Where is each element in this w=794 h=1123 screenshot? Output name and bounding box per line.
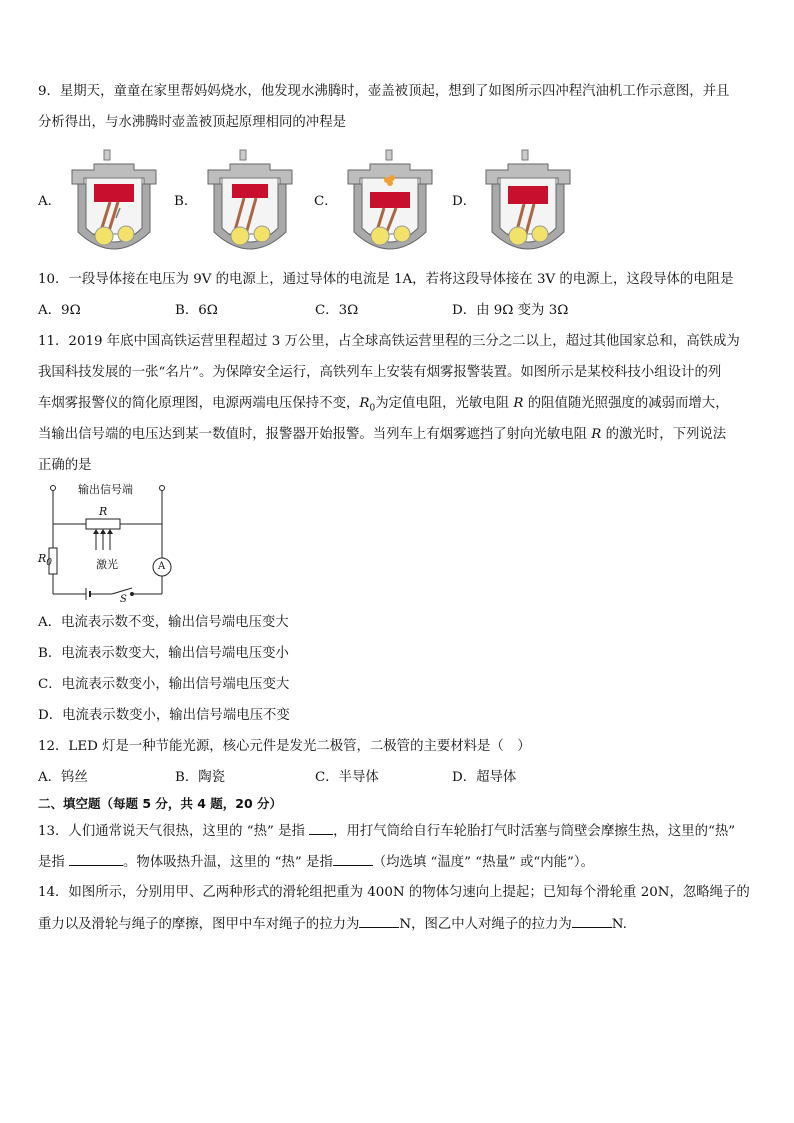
q10-option-c[interactable]: C．3Ω bbox=[315, 303, 359, 318]
engine-diagram-a-icon bbox=[64, 148, 164, 258]
q9-stem-line1: 9．星期天，童童在家里帮妈妈烧水，他发现水沸腾时，壶盖被顶起，想到了如图所示四冲程汽油机工作示意图，并且 bbox=[38, 84, 730, 99]
ammeter-icon: A bbox=[158, 561, 166, 572]
q9-engine-figures bbox=[38, 148, 758, 260]
q11-option-c[interactable]: C．电流表示数变小，输出信号端电压变大 bbox=[38, 677, 290, 692]
q11-option-a[interactable]: A．电流表示数不变，输出信号端电压变大 bbox=[38, 615, 289, 630]
q9-option-a-label: A． bbox=[38, 194, 62, 209]
q12-option-c[interactable]: C．半导体 bbox=[315, 770, 379, 785]
q13-stem-line2: 是指 。物体吸热升温，这里的 “热” 是指 （均选填 “温度” “热量” 或“内能”）。 bbox=[38, 852, 594, 873]
q14-blank-2[interactable] bbox=[572, 914, 612, 928]
q9-option-c-label: C． bbox=[314, 194, 338, 209]
switch-label: S bbox=[120, 594, 127, 605]
circuit-r-label: R bbox=[99, 505, 108, 518]
q12-option-b[interactable]: B．陶瓷 bbox=[175, 770, 226, 785]
engine-diagram-c-icon bbox=[340, 148, 440, 258]
circuit-r0-label: $R_0$ bbox=[38, 552, 53, 569]
q10-option-a[interactable]: A．9Ω bbox=[38, 303, 81, 318]
q13-blank-1[interactable] bbox=[309, 821, 333, 835]
q9-stem-line2: 分析得出，与水沸腾时壶盖被顶起原理相同的冲程是 bbox=[38, 115, 346, 130]
q14-stem-line1: 14．如图所示，分别用甲、乙两种形式的滑轮组把重为 400N 的物体匀速向上提起；已知每个滑轮重 20N，忽略绳子的 bbox=[38, 885, 750, 900]
q13-blank-3[interactable] bbox=[333, 852, 373, 866]
circuit-laser-label: 激光 bbox=[96, 558, 118, 571]
q11-option-b[interactable]: B．电流表示数变大，输出信号端电压变小 bbox=[38, 646, 289, 661]
q14-blank-1[interactable] bbox=[359, 914, 399, 928]
q11-stem-line2: 我国科技发展的一张“名片”。为保障安全运行，高铁列车上安装有烟雾报警装置。如图所示是某校科技小组设计的列 bbox=[38, 365, 722, 380]
q14-stem-line2: 重力以及滑轮与绳子的摩擦，图甲中车对绳子的拉力为 N，图乙中人对绳子的拉力为 N. bbox=[38, 914, 627, 935]
q9-option-d-label: D． bbox=[452, 194, 477, 209]
q11-stem-line1: 11．2019 年底中国高铁运营里程超过 3 万公里，占全球高铁运营里程的三分之二以上，超过其他国家总和，高铁成为 bbox=[38, 334, 740, 349]
q11-stem-line4: 当输出信号端的电压达到某一数值时，报警器开始报警。当列车上有烟雾遮挡了射向光敏电阻 R 的激光时，下列说法 bbox=[38, 427, 727, 442]
q12-stem: 12．LED 灯是一种节能光源，核心元件是发光二极管，二极管的主要材料是（ ） bbox=[38, 739, 531, 754]
q10-stem: 10．一段导体接在电压为 9V 的电源上，通过导体的电流是 1A，若将这段导体接在 3V 的电源上，这段导体的电阻是 bbox=[38, 272, 734, 287]
q11-option-d[interactable]: D．电流表示数变小，输出信号端电压不变 bbox=[38, 708, 290, 723]
q11-stem-line3: 车烟雾报警仪的简化原理图，电源两端电压保持不变，$R_0$为定值电阻，光敏电阻 R 的阻值随光照强度的减弱而增大， bbox=[38, 396, 729, 414]
q11-stem-line5: 正确的是 bbox=[38, 458, 92, 473]
q13-blank-2[interactable] bbox=[69, 852, 123, 866]
circuit-output-label: 输出信号端 bbox=[78, 483, 133, 496]
q10-option-d[interactable]: D．由 9Ω 变为 3Ω bbox=[452, 303, 569, 318]
engine-diagram-b-icon bbox=[200, 148, 300, 258]
q12-option-d[interactable]: D．超导体 bbox=[452, 770, 517, 785]
q10-option-b[interactable]: B．6Ω bbox=[175, 303, 218, 318]
q9-option-b-label: B． bbox=[174, 194, 198, 209]
q11-circuit-diagram bbox=[36, 478, 186, 610]
q12-option-a[interactable]: A．钨丝 bbox=[38, 770, 88, 785]
engine-diagram-d-icon bbox=[478, 148, 578, 258]
section-heading: 二、填空题（每题 5 分，共 4 题，20 分） bbox=[38, 796, 283, 811]
q13-stem-line1: 13．人们通常说天气很热，这里的 “热” 是指 ，用打气筒给自行车轮胎打气时活塞与筒壁会摩擦生热，这里的“热” bbox=[38, 821, 735, 842]
q9-option-d[interactable] bbox=[452, 148, 622, 260]
